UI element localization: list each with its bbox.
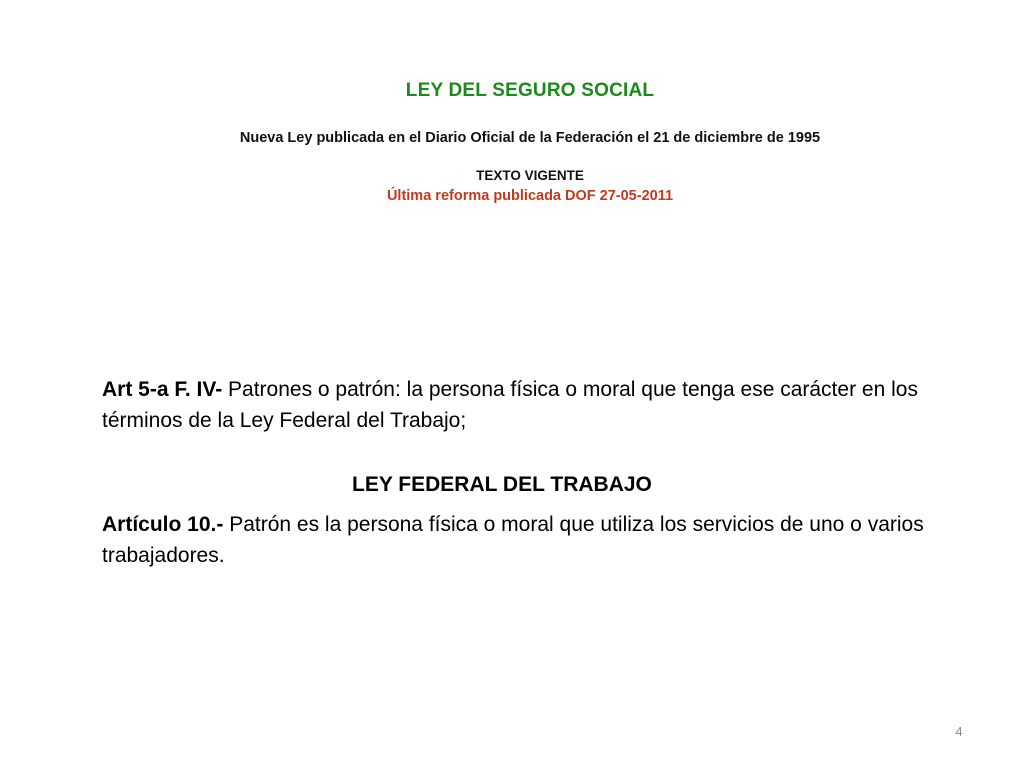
article-10-paragraph <box>102 509 982 571</box>
publication-line: Nueva Ley publicada en el Diario Oficial de la Federación el 21 de diciembre de 1995 <box>239 130 821 146</box>
article-10-text: Patrón es la persona física o moral que utiliza los servicios de uno o varios trabajadores. <box>102 513 924 567</box>
last-reform-line: Última reforma publicada DOF 27-05-2011 <box>386 188 674 204</box>
article-5-text: Patrones o patrón: la persona física o moral que tenga ese carácter en los términos de la Ley Federal del Trabajo; <box>102 378 918 432</box>
law-header-image <box>180 72 880 217</box>
section-heading: LEY FEDERAL DEL TRABAJO <box>352 473 652 496</box>
page-number: 4 <box>955 724 963 739</box>
status-line: TEXTO VIGENTE <box>476 168 584 183</box>
article-10-label: Artículo 10.- <box>102 513 224 536</box>
article-5-label: Art 5-a F. IV- <box>102 378 223 401</box>
law-title: LEY DEL SEGURO SOCIAL <box>405 80 655 101</box>
article-5-paragraph <box>102 374 982 436</box>
